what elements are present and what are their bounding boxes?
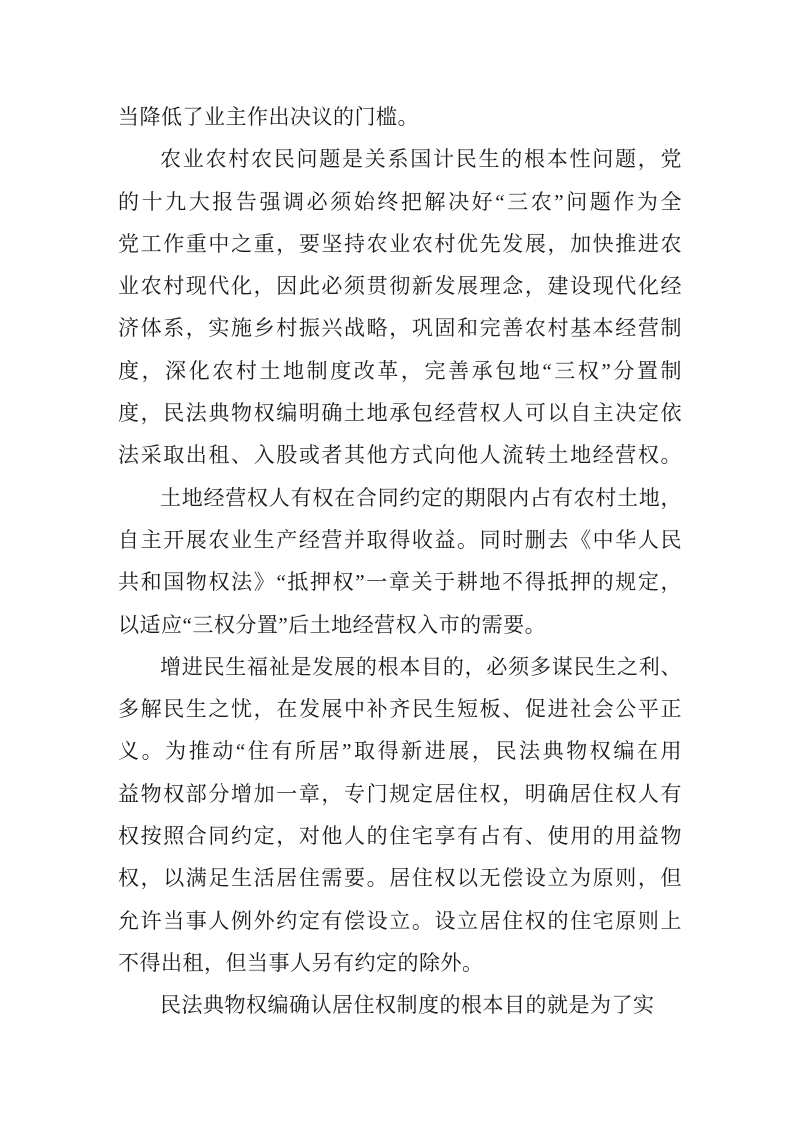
text-line: 度，民法典物权编明确土地承包经营权人可以自主决定依	[118, 401, 682, 426]
text-line: 法采取出租、入股或者其他方式向他人流转土地经营权。	[118, 443, 682, 468]
text-line: 农业农村农民问题是关系国计民生的根本性问题，党	[160, 147, 682, 172]
text-line: 土地经营权人有权在合同约定的期限内占有农村土地，	[160, 485, 682, 510]
text-line: 权按照合同约定，对他人的住宅享有占有、使用的用益物	[118, 824, 682, 849]
text-line: 当降低了业主作出决议的门槛。	[118, 105, 419, 129]
text-line: 度，深化农村土地制度改革，完善承包地“三权”分置制	[118, 358, 682, 383]
text-line: 共和国物权法》“抵押权”一章关于耕地不得抵押的规定，	[118, 570, 682, 595]
text-line: 不得出租，但当事人另有约定的除外。	[118, 950, 484, 975]
text-line: 党工作重中之重，要坚持农业农村优先发展，加快推进农	[118, 231, 682, 256]
text-line: 民法典物权编确认居住权制度的根本目的就是为了实	[160, 993, 655, 1018]
text-line: 业农村现代化，因此必须贯彻新发展理念，建设现代化经	[118, 274, 682, 299]
text-line: 济体系，实施乡村振兴战略，巩固和完善农村基本经营制	[118, 316, 682, 341]
text-line: 以适应“三权分置”后土地经营权入市的需要。	[118, 612, 547, 637]
text-line: 多解民生之忧，在发展中补齐民生短板、促进社会公平正	[118, 697, 682, 722]
text-line: 益物权部分增加一章，专门规定居住权，明确居住权人有	[118, 781, 682, 806]
text-line: 自主开展农业生产经营并取得收益。同时删去《中华人民	[118, 527, 682, 552]
text-line: 增进民生福祉是发展的根本目的，必须多谋民生之利、	[160, 654, 682, 679]
text-line: 权，以满足生活居住需要。居住权以无偿设立为原则，但	[118, 866, 682, 891]
text-line: 的十九大报告强调必须始终把解决好“三农”问题作为全	[118, 189, 682, 214]
document-text-block	[118, 96, 682, 1027]
text-line: 义。为推动“住有所居”取得新进展，民法典物权编在用	[118, 739, 682, 764]
text-line: 允许当事人例外约定有偿设立。设立居住权的住宅原则上	[118, 908, 682, 933]
